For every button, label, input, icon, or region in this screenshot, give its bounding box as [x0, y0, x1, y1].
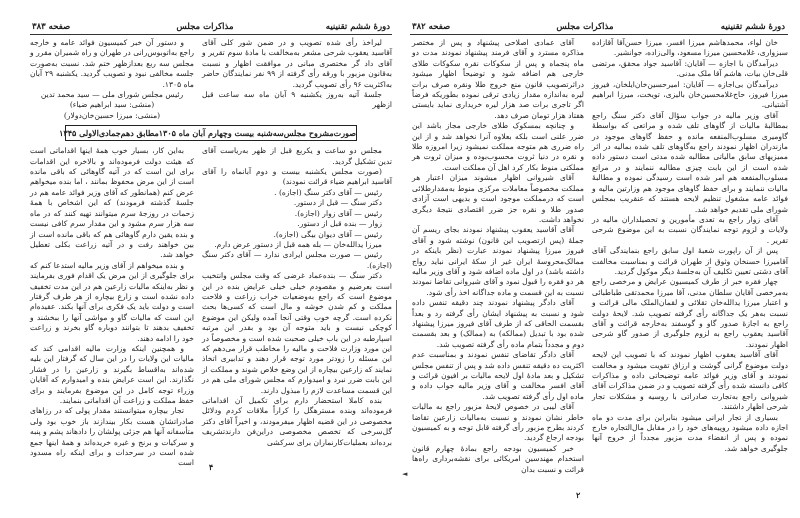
right-page: [400, 0, 800, 518]
paragraph: و همچنین اینکه وزارت مالیه اقدامی کند که مالیات این ولایات را در این سال که گرفتار این بلیه شده‌اند به‌اقساط بگیرند و زارعین را در فشار نگذارند. این است عرایض بنده و امیدوارم که آقایان وزراء توجه کامل در این موضوع بفرمایند و برای حفظ مملکت و زراعت آن اقداماتی بنمایند.: [30, 343, 194, 405]
paragraph: آقای آقاسید یعقوب پیشنهاد نمودند بجای ریسم آن جملهٔ (پس ازتصویب این قانون) نوشته شود و آقای فیروز میرزا پیشنهاد نمودند عبارت (نظر باینکه در ممالک‌محروسهٔ ایران غیر از سکهٔ ایرانی نباید رواج داشته باشد) در اول ماده اضافه شود و آقای وزیر مالیه هر دو فقره را قبول نمود و آقای شیروانی تقاضا نمودند نسبت به این قسمت و ماده جداگانه اخذ رأی شود.: [412, 225, 584, 297]
paragraph: خبر کمیسیون بودجه راجع بمادهٔ چهارم قانون استخدام مهندسین امریکائی برای نقشه‌برداری راه‌ها قرائت و نسبت بدان: [412, 443, 584, 474]
session-body: [30, 146, 392, 468]
paragraph: رئیس — صورت مجلس ایرادی ندارد — آقای دکتر سنگ (اجازه).: [202, 250, 392, 270]
margin-mark-icon: ◄: [402, 470, 408, 478]
paragraph: آقای لیبی در خصوص لایحهٔ مزبور راجع به مالیات خاطر نشان نمودند و نسبت به‌مالیات زارعین تقاضا کردند بطرح مزبور رأی گرفته قابل توجه و به کمیسیون بودجه ارجاع گردید.: [412, 402, 584, 443]
paragraph: دکتر سنگ — قبل از دستور.: [293, 198, 382, 208]
paragraph: رئیس — آقای دکتر سنگ (اجازه) .: [274, 187, 382, 197]
paragraph: چهار فقره خبر از طرف کمیسیون عرایض و مرخصی راجع به‌مرخصی آقایان سلطان مدنی، آقا میرزا محمدتقی طباطبائی و اعتبار میرزا یدالله‌خان تقلائی و لقمان‌الملک مالی قرائت و نسبت به‌هر یک جداگانه رأی گرفته تصویب شد. لایحهٔ دولت راجع به اجازهٔ صدور گاو و گوسفند به‌خارجه قرائت و آقای آقاسید یعقوب راجع به لزوم جلوگیری از صدور گاو شرحی اظهار نمودند.: [592, 277, 788, 349]
paragraph: آقای شیروانی اظهار میشوند میزان اعتبار هر مملکت مخصوصاً معاملات مرکزی منوط به‌مقدارطلائی است که درمملکت موجود است و بدیهی است آزادی صدور طلا و نقره جز ضرر اقتصادی نتیجهٔ دیگری نخواهد داشت.: [412, 173, 584, 224]
paragraph: دیرآمدگان بی‌اجازه — آقایان: امیرحسین‌خان‌ایلخان، فیروز میرزا فیروز، حاج‌غلامحسین‌خان بالیزی، تویخت، میرزا ابراهیم آشتیانی.: [592, 79, 788, 110]
column-right: [592, 38, 788, 453]
paragraph: بسیاری از تجار ایرانی میشود بنابراین برای مدت دو ماه اجازه داده میشود روپیه‌های خود را در مقابل مال‌التجاره خارج نموده و پس از انقضاء مدت مزبور مجدداً از خروج آنها جلوگیری خواهد شد.: [592, 412, 788, 453]
paragraph: لیراخذ رأی شده تصویب و در ضمن شور کلی آقای آقاسید یعقوب شرحی مشعر به‌مخالفت با مادهٔ سوم تقریر و آقای داد گر مختصری مبانی در موافقت اظهار و نسبت به‌قانون مزبور با ورقه رأی گرفته از ۹۹ نفر نمایندگان حاضر به‌اکثریت ۹۶ رأی تصویب گردید.: [202, 38, 393, 89]
binding-edge: [396, 300, 397, 330]
header-rule: [410, 34, 788, 35]
paragraph: مجلس دو ساعت و یکربع قبل از ظهر به‌ریاست آقای تدین تشکیل گردید.: [202, 146, 392, 166]
paragraph: جلسهٔ آتیه به‌روز یکشنبه ۹ آبان ماه سه ساعت قبل ازظهر: [202, 90, 392, 110]
session-header: دورهٔ ششم تقنینیه: [720, 22, 785, 32]
paragraph: میرزا یدالله‌خان — بله همه قبل از دستور عرض دارم.: [214, 239, 382, 249]
paragraph: آقای زوار راجع به تعدی مأمورین و تحصیلداران مالیه در ولایات و لزوم توجه نمایندگان نسبت به این موضوع شرحی تقریر .: [592, 214, 788, 245]
paragraph: و بنده میخواهم از آقای وزیر مالیه استدعا کنم که برای جلوگیری از این مرض یک اقدام فوری بفرمایند و نظر به‌اینکه مالیات زارعین هم در این مدت تخفیف داده نشده است و زارع بیچاره از هر طرف گرفتار است و دولت باید یک فکری برای آنها بکند. عقیده‌ام این است که مالیات گاو و مواشی آنها را ببخشند و تخفیف بدهند تا بتوانند دوباره گاو بخرند و زراعت خود را ادامه دهند.: [30, 260, 194, 343]
running-title: مذاکرات مجلس: [556, 22, 614, 32]
page-number: ۴: [208, 462, 214, 473]
paragraph: رئیس — آقای زوار (اجازه).: [294, 208, 382, 218]
column-right: [202, 146, 392, 458]
session-title-box: صورت‌مشروح مجلس‌سه‌شنبه بیست وچهارم آبان ماه ۱۳۰۵مطابق دهم‌جمادی‌الاولی ۱۳۴۵: [65, 125, 357, 141]
page-number: ۲: [576, 490, 581, 500]
paragraph: دیرآمدگان با اجازه — آقایان: آقاسید جواد محقق، مرتضی قلی‌خان بیات، هاشم آقا ملک مدنی.: [592, 58, 788, 79]
paragraph: رئیس — آقای دیوان بیگی (اجازه).: [273, 229, 382, 239]
column-right-top: [202, 38, 392, 111]
page-label: صفحه ۳۸۳: [32, 22, 71, 32]
paragraph: آقای آقاسید یعقوب اظهار نمودند که با تصویب این لایحه دولت موضوع گرانی گوشت و ارزاق تقویت میشود و مخالفت نمودند و آقای وزیر فوائد عامه توضیحاتی داده و مذاکرات کافی دانسته شده رأی گرفته تصویب و در ضمن مذاکرات آقای شیروانی راجع به‌تجارت صادراتی با روسیه و مشکلات تجار شرحی اظهار داشتند.: [592, 350, 788, 412]
paragraph: آقای وزیر مالیه در جواب سؤال آقای دکتر سنگ راجع بمطالبهٔ مالیات از گاوهای تلف شده و مراتعی که بواسطهٔ گاومیری مسلوب‌المنفعه مانده و حفظ گاوهای موجود در مازندران اظهار نمودند راجع به‌گاوهای تلف شده بمالیه در اثر ممیزیهای سابق مالیاتی مطالبه شده مدتی است دستور داده شده است از این بابت چیزی مطالبه ننمایند و در مراتع مسلوب‌المنفعه هم امر شده است رسیدگی نموده و مطالبهٔ مالیات ننمایند و برای حفظ گاوهای موجود هم وزارتین مالیه و فوائد عامه مشغول تنظیم لایحه هستند که عنقریب بمجلس شورای ملی تقدیم خواهد شد.: [592, 110, 788, 214]
paragraph: خان لواء، محمدهاشم میرزا افسر، میرزا حسن‌آقا آقازاده سبزواری، غلامحسین میرزا مسعود، والی‌زاده، جوانشیر.: [592, 38, 788, 58]
paragraph: پس از آن راپورت شعبهٔ اول سابق راجع بنمایندگی آقای آقامیرزا حسنخان وثوق از طهران قرائت و بمناسبت مخالفت آقای دشتی تعیین تکلیف آن به‌جلسهٔ دیگر موکول گردید.: [592, 246, 788, 276]
paragraph: دکتر سنگ — بنده‌عماد غرضی که وقت مجلس وانتخیب است بعرضیم و مقصودم خیلی خیلی عرایض بنده در این موضوع است که راجع به‌وضعیات خراب زراعت و فلاحت مملکت و کم شدن خوشه و مال است که کسی‌ها بحث نکرده است. گرچه خوب وقتی آنجا آمده ولیکن این موضوع کوچکی نیست و باید متوجه آن بود و بقدر این مرتبه اسپارطبه در این باب خیلی صحبت شده است و مخصوصاً در این مورد وزارت فلاحت و مالیه را مخاطب قرار می‌دهم که این مسئله را زودتر مورد توجه قرار دهند و تدابیری اتخاذ نمایند که زارعین بیچاره از این وضع خلاص شوند و مملکت از این بابت ضرر نبرد و امیدوارم که مجلس شورای ملی هم در این قسمت مساعدت لازم را مبذول دارند.: [202, 271, 392, 395]
secretary-2: (منشی: میرزا حسین‌خان‌دولار): [63, 110, 161, 120]
paragraph: آقای عمادی اصلاحی پیشنهاد و پس از مختصر مذاکره مسترد و آقای فرمند پیشنهاد نمودند مدت دو ماه پنجماه و پس از سکوکات نقره سکوکات طلای خارجی هم اضافه شود و توضیحاً اظهار میشود دراثرتصویب قانون منع خروج طلا ونقره صرف برات لیره به‌اندازه مقدار زیادی ترقی نموده بطوریکه فرضاً اگر تاجری برات صد هزار لیره خریداری نماید بایستی هفتاد هزار تومان صرف دهد.: [412, 38, 584, 120]
column-left: [412, 38, 584, 475]
column-left: [30, 146, 194, 468]
left-page-content: [30, 38, 392, 472]
paragraph: و چنانچه بمسکوک طلای خارجی مجاز باشد این ضرر علنی است بلکه بعلاوه آنرا نخواهد شد و از این راه ضرری هم متوجه مملکت نمیشود زیرا امروزه طلا و نقره در دنیا ثروت محسوب‌بوده و میزان ثروت هر مملکتی منوط بکار کرد اهل آن مملکت است.: [412, 121, 584, 172]
paragraph: زوار — بنده قبل از دستور.: [297, 219, 382, 229]
session-header: دورهٔ ششم تقنینیه: [325, 22, 390, 32]
secretary-1: (منشی: سید ابراهیم ضیاء): [69, 100, 155, 110]
paragraph: (صورت مجلس یکشنبه بیست و دوم آبانماه را آقای آقاسید ابراهیم ضیاء قرائت نمودند): [202, 167, 392, 187]
header-rule: [30, 34, 392, 35]
column-left-top: [30, 38, 194, 121]
signature-president: رئیس مجلس شورای ملی — سید محمد تدین: [40, 90, 184, 100]
paragraph: آقای دادگر پیشنهاد نمودند چند دقیقه تنفس داده شود و نسبت به پیشنهاد ایشان رأی گرفته رد و بعداً بقسمت الحاقی که از طرف آقای فیروز میرزا پیشنهاد شده بود با تبدیل (ممالکه) به (ممالک) و بعد بقسمت دوم و مجدداً بتمام ماده رأی گرفته تصویب شد.: [412, 298, 584, 349]
running-title: مذاکرات مجلس: [176, 22, 234, 32]
closing-section: [30, 38, 392, 121]
paragraph: و دستور آن خبر کمیسیون فوائد عامه و خارجه راجع به‌اتوبوس‌رانی در طهران و راه شمیران مقرر و مجلس سه ربع بعدازظهر ختم شد. نسبت به‌صورت جلسه مخالفی نبود و تصویب گردید. یکشنبه ۲۹ آبان ماه ۱۳۰۵.: [30, 38, 194, 89]
paragraph: آقای دادگر تقاضای تنفس نمودند و بمناسبت عدم اکثریت ده دقیقه تنفس داده شد و پس از تنفس مجلس تشکیل و بعد مادهٔ اول لایحه مالیات بر افیون قرائت و آقای افسر مخالفت و آقای وزیر مالیه جواب داده و ماده اول رأی گرفته تصویب شد.: [412, 350, 584, 401]
paragraph: به‌این کار، بسیار خوب همهٔ اینها اقداماتی است که هیئت دولت فرموده‌اند و بالاخره این اقدامات برای این است که در آتیه گاوهائی که باقی مانده است از این مرض محفوظ بمانند ، اما بنده میخواهم عرض کنم (همانطور که آقای وزیر فوائد عامه هم در جلسهٔ گذشته فرمودند) که این اشخاص با همهٔ زحمات در روزجهٔ سرم میتوانند تهیه کنند که در ماه سه هزار سرم مشود و این مقدار سرم کافی نیست و بنده یقین دارم گاوهائی هم که باقی مانده است از بین خواهند رفت و در آتیه زراعت بکلی تعطیل خواهد شد.: [30, 146, 194, 260]
page-label: صفحه ۳۸۲: [412, 22, 451, 32]
paragraph: بنده کاملا استحضار دارم برای تکمیل آن اقداماتی فرموده‌اند وبنده مسترهگل را کراراً ملاقات کردم ودلائل مخصوصی در این قضیه اظهار میفرمودند، و اخیراً آقای دکتر گل‌سرخی که تخصص مخصوصی دراین‌فن دارند‌تشریف برده‌اند بعملیات‌کار‌نماران برای سرکشی: [202, 396, 392, 447]
paragraph: تجار بیچاره میتوانستند مقدار پولی که در رزاهای صادراتشان هست بکار بیندازند باز خوب بود ولی متأسفانه آنها هم جزئی پولشان را دادهاند پشم و پنبه و سرکیات و برنج و غیره خریده‌اند و همهٔ اینها جمع شده است در سرحدات و برای اینکه راه مسدود است: [30, 406, 194, 468]
